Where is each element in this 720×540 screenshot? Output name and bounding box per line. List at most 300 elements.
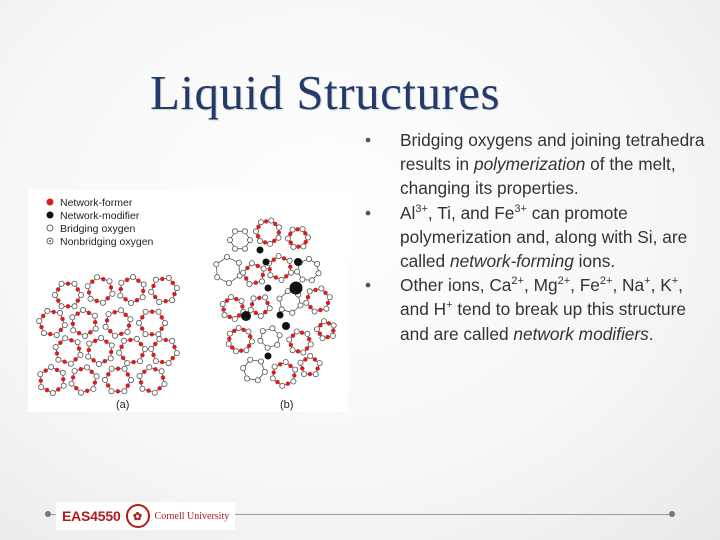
network-former-atom <box>272 258 276 262</box>
bridging-oxygen <box>75 340 80 345</box>
network-former-atom <box>171 356 175 360</box>
network-former-atom <box>139 342 143 346</box>
network-former-atom <box>318 308 322 312</box>
bridging-oxygen <box>253 229 258 234</box>
bridging-oxygen <box>137 373 142 378</box>
bridging-oxygen <box>321 319 326 324</box>
bridging-oxygen <box>305 331 310 336</box>
bridging-oxygen <box>287 258 292 263</box>
network-former-atom <box>164 299 168 303</box>
emphasis-text: polymerization <box>473 154 586 175</box>
network-modifier-atom <box>294 258 302 266</box>
bridging-oxygen <box>38 372 43 377</box>
network-former-atom <box>140 315 144 319</box>
bridging-oxygen <box>108 356 113 361</box>
legend-marker-dot <box>49 240 51 242</box>
network-former-atom <box>306 295 310 299</box>
bridging-oxygen <box>319 286 324 291</box>
network-former-atom <box>123 297 127 301</box>
network-former-atom <box>56 298 60 302</box>
network-former-atom <box>90 370 94 374</box>
network-former-atom <box>106 383 110 387</box>
bridging-oxygen <box>226 341 231 346</box>
legend-label: Network-modifier <box>60 210 140 222</box>
network-former-atom <box>85 389 89 393</box>
network-former-atom <box>128 338 132 342</box>
emphasis-text: network-forming <box>449 251 574 272</box>
network-former-atom <box>284 274 288 278</box>
bridging-oxygen <box>290 227 295 232</box>
bridging-oxygen <box>107 279 112 284</box>
bridging-oxygen <box>58 310 63 315</box>
bridging-oxygen <box>313 372 318 377</box>
bridging-oxygen <box>306 256 311 261</box>
bullet-text: , and H <box>400 275 683 320</box>
bridging-oxygen <box>227 331 232 336</box>
network-former-atom <box>91 358 95 362</box>
network-former-atom <box>245 266 249 270</box>
network-former-atom <box>76 298 80 302</box>
network-former-atom <box>300 331 304 335</box>
cornell-seal-icon: ✿ <box>126 504 150 528</box>
bridging-oxygen <box>298 360 303 365</box>
bridging-oxygen <box>293 367 298 372</box>
network-former-atom <box>227 337 231 341</box>
bridging-oxygen <box>72 369 77 374</box>
network-modifier-atom <box>265 353 272 360</box>
bridging-oxygen <box>141 282 146 287</box>
bullet-text: , Fe <box>570 275 600 296</box>
bridging-oxygen <box>215 275 220 280</box>
network-former-atom <box>323 291 327 295</box>
network-former-atom <box>60 317 64 321</box>
network-former-atom <box>263 240 267 244</box>
network-former-atom <box>288 265 292 269</box>
course-code: EAS4550 <box>62 508 121 524</box>
bridging-oxygen <box>249 261 254 266</box>
bridging-oxygen <box>109 389 114 394</box>
network-former-atom <box>146 389 150 393</box>
network-former-atom <box>171 281 175 285</box>
bridging-oxygen <box>236 326 241 331</box>
bridging-oxygen <box>308 353 313 358</box>
bridging-oxygen <box>261 266 266 271</box>
network-former-atom <box>109 285 113 289</box>
bridging-oxygen <box>291 244 296 249</box>
bullet-item <box>365 128 710 201</box>
network-former-atom <box>56 387 60 391</box>
network-modifier-atom <box>263 259 270 266</box>
network-modifier-atom <box>241 311 251 321</box>
network-former-atom <box>71 322 75 326</box>
bridging-oxygen <box>279 307 284 312</box>
network-former-atom <box>157 386 161 390</box>
network-former-atom <box>77 346 81 350</box>
bridging-oxygen <box>119 280 124 285</box>
network-former-atom <box>221 307 225 311</box>
bridging-oxygen <box>128 378 133 383</box>
bridging-oxygen <box>37 318 42 323</box>
network-former-atom <box>240 304 244 308</box>
bridging-oxygen <box>277 296 282 301</box>
network-former-atom <box>308 372 312 376</box>
bridging-oxygen <box>88 296 93 301</box>
network-former-atom <box>69 338 73 342</box>
bridging-oxygen <box>78 352 83 357</box>
bridging-oxygen <box>156 309 161 314</box>
network-modifier-atom <box>265 285 272 292</box>
legend-marker <box>47 212 54 219</box>
network-former-atom <box>104 340 108 344</box>
bullet-text: Other ions, Ca <box>400 275 512 296</box>
network-former-atom <box>256 264 260 268</box>
bridging-oxygen <box>59 281 64 286</box>
network-former-atom <box>300 366 304 370</box>
bridging-oxygen <box>263 295 268 300</box>
legend-label: Network-former <box>60 197 133 209</box>
network-diagram <box>28 190 348 412</box>
network-former-atom <box>225 298 229 302</box>
bullet-text: can promote polymerization and, along with Si, are called <box>400 202 688 272</box>
bridging-oxygen <box>279 277 284 282</box>
network-former-atom <box>237 313 241 317</box>
network-former-atom <box>141 289 145 293</box>
legend-marker <box>47 225 53 231</box>
bridging-oxygen <box>294 329 299 334</box>
bridging-oxygen <box>308 342 313 347</box>
network-former-atom <box>282 256 286 260</box>
network-former-atom <box>74 386 78 390</box>
bridging-oxygen <box>214 262 219 267</box>
bridging-oxygen <box>233 349 238 354</box>
network-former-atom <box>278 362 282 366</box>
bullet-text: , Ti, and Fe <box>427 202 515 223</box>
bullet-text: , Mg <box>523 275 558 296</box>
bridging-oxygen <box>69 381 74 386</box>
network-former-atom <box>121 356 125 360</box>
bridging-oxygen <box>248 357 253 362</box>
bridging-oxygen <box>277 333 282 338</box>
network-former-atom <box>292 373 296 377</box>
bridging-oxygen <box>153 277 158 282</box>
bridging-oxygen <box>157 300 162 305</box>
network-former-atom <box>160 277 164 281</box>
network-former-atom <box>108 329 112 333</box>
network-former-atom <box>59 328 63 332</box>
bridging-oxygen <box>301 244 306 249</box>
network-former-atom <box>228 315 232 319</box>
bridging-oxygen <box>117 350 122 355</box>
network-former-atom <box>136 279 140 283</box>
bridging-oxygen <box>170 338 175 343</box>
bridging-oxygen <box>125 361 130 366</box>
bridging-oxygen <box>102 377 107 382</box>
bridging-oxygen <box>316 271 321 276</box>
network-former-atom <box>150 332 154 336</box>
network-former-atom <box>139 380 143 384</box>
bullet-text: tend to break up this structure and are called <box>400 299 686 344</box>
network-former-atom <box>48 332 52 336</box>
bridging-oxygen <box>85 284 90 289</box>
network-former-atom <box>87 348 91 352</box>
network-modifier-atom <box>257 247 264 254</box>
network-former-atom <box>76 287 80 291</box>
superscript: 2+ <box>599 275 613 288</box>
bridging-oxygen <box>94 374 99 379</box>
bridging-oxygen <box>304 300 309 305</box>
bridging-oxygen <box>272 364 277 369</box>
bridging-oxygen <box>287 337 292 342</box>
network-former-atom <box>44 368 48 372</box>
bridging-oxygen <box>153 359 158 364</box>
bridging-oxygen <box>327 295 332 300</box>
bridging-oxygen <box>305 235 310 240</box>
bridging-oxygen <box>317 361 322 366</box>
network-former-atom <box>124 313 128 317</box>
bridging-oxygen <box>54 333 59 338</box>
bridging-oxygen <box>290 310 295 315</box>
network-former-atom <box>119 345 123 349</box>
network-modifier-atom <box>277 312 284 319</box>
network-former-atom <box>55 351 59 355</box>
network-former-atom <box>254 281 258 285</box>
network-former-atom <box>274 275 278 279</box>
bridging-oxygen <box>136 320 141 325</box>
bridging-oxygen <box>280 383 285 388</box>
network-former-atom <box>160 315 164 319</box>
network-former-atom <box>247 344 251 348</box>
bridging-oxygen <box>270 326 275 331</box>
bridging-oxygen <box>118 293 123 298</box>
network-former-atom <box>116 367 120 371</box>
network-former-atom <box>256 234 260 238</box>
network-former-atom <box>45 388 49 392</box>
network-former-atom <box>326 301 330 305</box>
bullet-text: ions. <box>573 251 616 272</box>
bridging-oxygen <box>166 361 171 366</box>
network-former-atom <box>62 360 66 364</box>
bridging-oxygen <box>78 390 83 395</box>
bridging-oxygen <box>152 390 157 395</box>
bridging-oxygen <box>118 308 123 313</box>
bridging-oxygen <box>162 321 167 326</box>
network-former-atom <box>106 372 110 376</box>
bullet-text: . <box>648 323 654 344</box>
bridging-oxygen <box>149 289 154 294</box>
network-former-atom <box>153 295 157 299</box>
bridging-oxygen <box>267 306 272 311</box>
superscript: 3+ <box>415 202 428 215</box>
bridging-oxygen <box>125 329 130 334</box>
network-former-atom <box>79 367 83 371</box>
bridging-oxygen <box>159 369 164 374</box>
network-former-atom <box>135 298 139 302</box>
network-former-atom <box>248 334 252 338</box>
bridging-oxygen <box>307 289 312 294</box>
bridging-oxygen <box>130 274 135 279</box>
bridging-oxygen <box>99 335 104 340</box>
network-former-atom <box>263 310 267 314</box>
network-former-atom <box>103 359 107 363</box>
network-former-atom <box>93 380 97 384</box>
bridging-oxygen <box>109 343 114 348</box>
bridging-oxygen <box>265 345 270 350</box>
network-former-atom <box>239 349 243 353</box>
bridging-oxygen <box>56 357 61 362</box>
network-former-atom <box>289 343 293 347</box>
network-former-atom <box>106 296 110 300</box>
superscript: 2+ <box>511 275 524 288</box>
bridging-oxygen <box>60 370 65 375</box>
bridging-oxygen <box>268 273 273 278</box>
bridging-oxygen <box>276 235 281 240</box>
network-former-atom <box>296 245 300 249</box>
network-former-atom <box>272 239 276 243</box>
bridging-oxygen <box>288 270 293 275</box>
bridging-oxygen <box>248 307 253 312</box>
network-former-atom <box>77 331 81 335</box>
network-former-atom <box>131 360 135 364</box>
bridging-oxygen <box>174 351 179 356</box>
bridging-oxygen <box>324 306 329 311</box>
bridging-oxygen <box>270 376 275 381</box>
bridging-oxygen <box>229 295 234 300</box>
network-former-atom <box>286 382 290 386</box>
legend-label: Bridging oxygen <box>60 223 136 235</box>
network-former-atom <box>61 377 65 381</box>
network-bond <box>139 312 165 335</box>
network-former-atom <box>153 342 157 346</box>
bridging-oxygen <box>285 236 290 241</box>
bridging-oxygen <box>41 331 46 336</box>
superscript: + <box>671 275 679 288</box>
bridging-oxygen <box>251 296 256 301</box>
superscript: 3+ <box>514 202 527 215</box>
bridging-oxygen <box>255 378 260 383</box>
bridging-oxygen <box>166 275 171 280</box>
bridging-oxygen <box>314 327 319 332</box>
bridging-oxygen <box>72 304 77 309</box>
bridging-oxygen <box>149 346 154 351</box>
network-former-atom <box>87 290 91 294</box>
network-former-atom <box>275 380 279 384</box>
bridging-oxygen <box>277 225 282 230</box>
bridging-oxygen <box>128 317 133 322</box>
bridging-oxygen <box>95 275 100 280</box>
network-former-atom <box>151 353 155 357</box>
network-former-atom <box>315 366 319 370</box>
melt-structure-figure <box>28 190 348 412</box>
network-former-atom <box>93 339 97 343</box>
network-former-atom <box>160 360 164 364</box>
network-former-atom <box>161 375 165 379</box>
network-former-atom <box>151 284 155 288</box>
bullet-item <box>365 273 710 346</box>
bridging-oxygen <box>262 369 267 374</box>
network-bond <box>216 257 239 283</box>
footer-logo <box>56 502 235 530</box>
bridging-oxygen <box>257 238 262 243</box>
network-former-atom <box>109 350 113 354</box>
bridging-oxygen <box>269 218 274 223</box>
network-former-atom <box>234 297 238 301</box>
legend-marker <box>47 199 54 206</box>
network-former-atom <box>265 301 269 305</box>
network-former-atom <box>90 280 94 284</box>
network-former-atom <box>39 325 43 329</box>
network-former-atom <box>140 353 144 357</box>
bridging-oxygen <box>309 278 314 283</box>
bridging-oxygen <box>315 261 320 266</box>
network-former-atom <box>273 222 277 226</box>
network-bond <box>105 369 131 392</box>
bridging-oxygen <box>122 389 127 394</box>
bridging-oxygen <box>320 336 325 341</box>
bridging-oxygen <box>106 312 111 317</box>
bridging-oxygen <box>140 295 145 300</box>
network-former-atom <box>55 368 59 372</box>
bridging-oxygen <box>50 390 55 395</box>
bridging-oxygen <box>242 246 247 251</box>
bridging-oxygen <box>260 279 265 284</box>
bridging-oxygen <box>59 304 64 309</box>
bridging-oxygen <box>239 298 244 303</box>
bridging-oxygen <box>84 365 89 370</box>
network-former-atom <box>119 332 123 336</box>
bridging-oxygen <box>258 220 263 225</box>
network-former-atom <box>250 302 254 306</box>
legend-label: Nonbridging oxygen <box>60 236 154 248</box>
bridging-oxygen <box>260 329 265 334</box>
bridging-oxygen <box>236 260 241 265</box>
bullet-text: , K <box>650 275 672 296</box>
network-former-atom <box>41 314 45 318</box>
bridging-oxygen <box>298 303 303 308</box>
bridging-oxygen <box>71 328 76 333</box>
bridging-oxygen <box>45 308 50 313</box>
bridging-oxygen <box>112 333 117 338</box>
network-former-atom <box>88 330 92 334</box>
network-former-atom <box>105 318 109 322</box>
bridging-oxygen <box>87 341 92 346</box>
network-former-atom <box>296 349 300 353</box>
bullet-text: Bridging oxygens and joining tetrahedra results in <box>400 130 705 175</box>
bridging-oxygen <box>62 322 67 327</box>
network-bond <box>55 284 81 307</box>
bridging-oxygen <box>258 313 263 318</box>
network-former-atom <box>172 345 176 349</box>
network-former-atom <box>56 287 60 291</box>
network-former-atom <box>125 278 129 282</box>
bridging-oxygen <box>222 312 227 317</box>
network-former-atom <box>288 364 292 368</box>
bridging-oxygen <box>140 386 145 391</box>
superscript: + <box>644 275 651 288</box>
network-former-atom <box>264 219 268 223</box>
network-former-atom <box>256 225 260 229</box>
network-former-atom <box>39 379 43 383</box>
bridging-oxygen <box>68 361 73 366</box>
bridging-oxygen <box>134 336 139 341</box>
footer-dot-right <box>669 511 675 517</box>
bridging-oxygen <box>242 229 247 234</box>
bridging-oxygen <box>244 348 249 353</box>
bridging-oxygen <box>244 376 249 381</box>
network-former-atom <box>318 323 322 327</box>
network-former-atom <box>76 312 80 316</box>
panel-label: (b) <box>280 399 294 411</box>
network-former-atom <box>113 310 117 314</box>
